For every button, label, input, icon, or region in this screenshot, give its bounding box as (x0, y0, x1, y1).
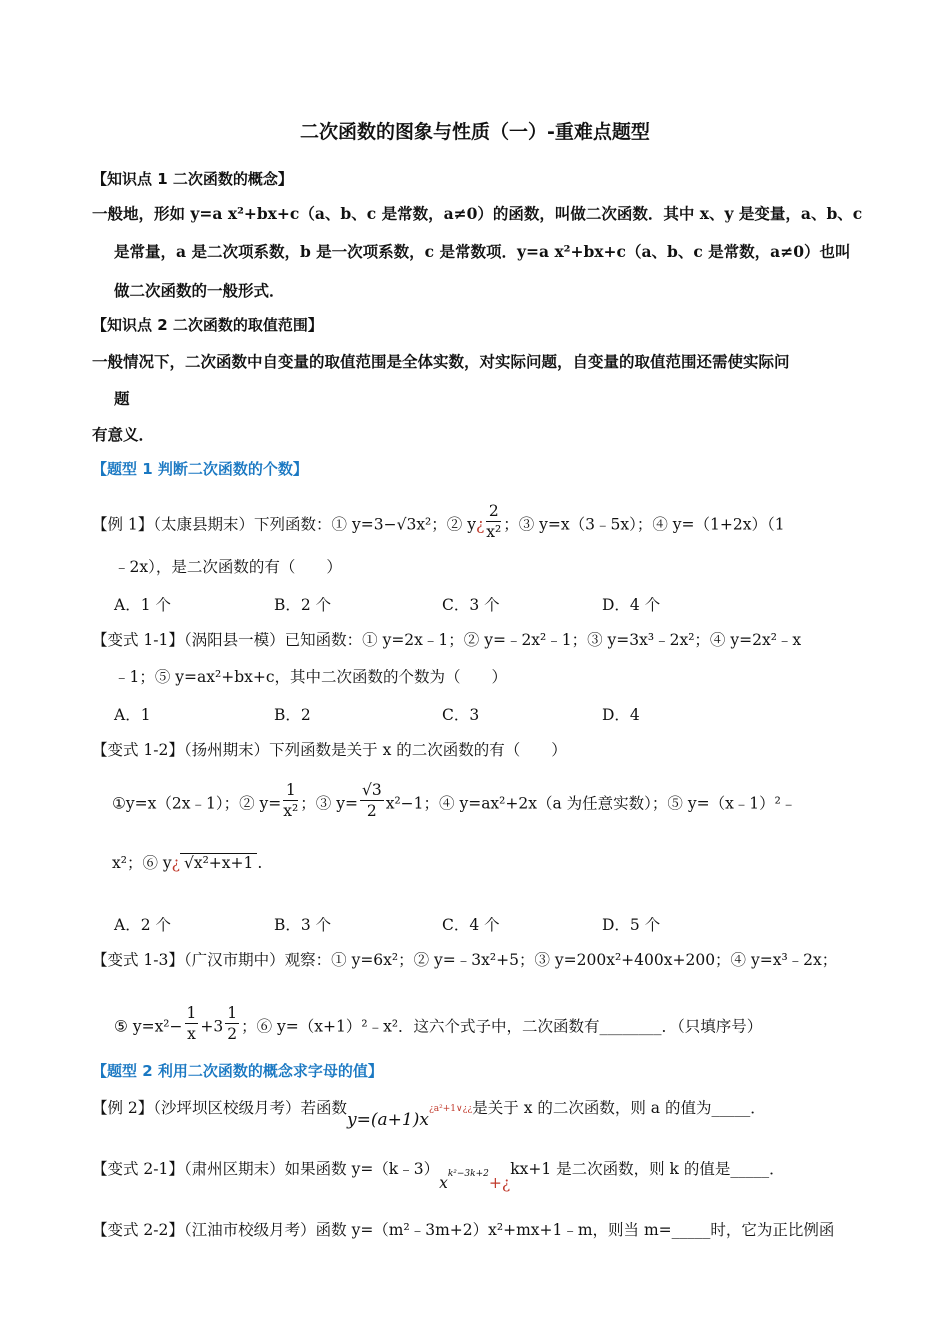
ex1-line2: ﹣2x），是二次函数的有（ ） (114, 558, 342, 576)
kp1-heading: 【知识点 1 二次函数的概念】 (92, 170, 293, 188)
kp2-line1: 一般情况下，二次函数中自变量的取值范围是全体实数，对实际问题，自变量的取值范围还需使实际问 (92, 352, 790, 371)
v12-option-d[interactable]: D．5 个 (602, 916, 661, 934)
kp2-line3: 有意义． (92, 425, 155, 444)
v11-option-d[interactable]: D．4 (602, 706, 640, 724)
v12-fraction-2: $\frac{√3}{2}$ (361, 781, 382, 820)
v12-radical: √x²+x+1 (180, 853, 257, 872)
v11-line2: ﹣1；⑤ y=ax²+bx+c，其中二次函数的个数为（ ） (114, 668, 508, 686)
ex2-formula: y=(a+1)x (347, 1110, 429, 1130)
v12-line3: x²；⑥ y¿ √x²+x+1 . (112, 854, 263, 872)
ex1-mark: ¿ (475, 515, 485, 534)
ex1-text-a: 【例 1】（太康县期末）下列函数：① y=3− (92, 515, 397, 534)
v12-line1: 【变式 1-2】（扬州期末）下列函数是关于 x 的二次函数的有（ ） (92, 741, 567, 759)
v12-option-a[interactable]: A．2 个 (114, 916, 171, 934)
v22-line: 【变式 2-2】（江油市校级月考）函数 y=（m²﹣3m+2）x²+mx+1﹣m，则当 m=_____时，它为正比例函 (92, 1221, 835, 1239)
ex1-fraction: $\frac{2}{\text{x²}}$ (486, 502, 502, 541)
ex1-line1 (92, 502, 860, 546)
v12-mark: ¿ (171, 854, 180, 872)
ex2-exponent: ¿a²+1∨¿¿ (428, 1104, 473, 1114)
ex1-option-d[interactable]: D．4 个 (602, 596, 661, 614)
v12-option-c[interactable]: C．4 个 (442, 916, 500, 934)
v12-option-b[interactable]: B．3 个 (274, 916, 332, 934)
v13-fraction-1: $\frac{1}{x}$ (186, 1004, 197, 1043)
v13-line2: ⑤ y=x²− $\frac{1}{x}$ +3 $\frac{1}{2}$ ；⑥ y=（x+1）²﹣x²．这六个式子中，二次函数有________．（只填序号） (114, 1004, 763, 1043)
v21-line: 【变式 2-1】（肃州区期末）如果函数 y=（k﹣3）xk²−3k+2+¿kx+1 是二次函数，则 k 的值是_____． (92, 1160, 785, 1192)
v11-option-b[interactable]: B．2 (274, 706, 311, 724)
v11-option-c[interactable]: C．3 (442, 706, 480, 724)
ex1-option-b[interactable]: B．2 个 (274, 596, 332, 614)
kp2-line2: 题 (114, 389, 130, 408)
ex1-option-a[interactable]: A．1 个 (114, 596, 171, 614)
kp2-heading: 【知识点 2 二次函数的取值范围】 (92, 316, 323, 334)
ex2-line: 【例 2】（沙坪坝区校级月考）若函数y=(a+1)x¿a²+1∨¿¿是关于 x 的二次函数，则 a 的值为_____． (92, 1099, 766, 1130)
v21-mark: +¿ (488, 1174, 511, 1192)
v11-option-a[interactable]: A．1 (114, 706, 151, 724)
ex1-option-c[interactable]: C．3 个 (442, 596, 500, 614)
v12-fraction-1: $\frac{1}{\text{x²}}$ (283, 781, 299, 820)
kp1-line2: 是常量，a 是二次项系数，b 是一次项系数，c 是常数项．y=a x²+bx+c（a、b、c 是常数，a≠0）也叫 (114, 242, 851, 261)
v21-exponent: k²−3k+2 (447, 1169, 489, 1179)
v13-line1: 【变式 1-3】（广汉市期中）观察：① y=6x²；② y=﹣3x²+5；③ y=200x²+400x+200；④ y=x³﹣2x； (92, 951, 838, 969)
kp1-line1: 一般地，形如 y=a x²+bx+c（a、b、c 是常数，a≠0）的函数，叫做二次函数．其中 x、y 是变量，a、b、c (92, 204, 863, 223)
type1-heading: 【题型 1 判断二次函数的个数】 (92, 460, 308, 478)
ex1-text-c: ；③ y=x（3﹣5x）；④ y=（1+2x）（1 (503, 515, 785, 534)
type2-heading: 【题型 2 利用二次函数的概念求字母的值】 (92, 1062, 383, 1080)
v11-line1: 【变式 1-1】（涡阳县一模）已知函数：① y=2x﹣1；② y=﹣2x²﹣1；③ y=3x³﹣2x²；④ y=2x²﹣x (92, 631, 802, 649)
v13-fraction-2: $\frac{1}{2}$ (227, 1004, 238, 1043)
v12-line2: ①y=x（2x﹣1）；② y= $\frac{1}{\text{x²}}$ ；③ y= $\frac{√3}{2}$ x²−1；④ y=ax²+2x（a 为任意实数）；⑤ y=（x﹣1）²﹣ (112, 781, 797, 820)
ex1-sqrt: √3 (396, 515, 417, 534)
v21-x: x (439, 1174, 448, 1192)
kp1-line3: 做二次函数的一般形式． (114, 281, 285, 300)
page-title: 二次函数的图象与性质（一）-重难点题型 (300, 121, 650, 143)
ex1-text-b: x²；② y (416, 515, 476, 534)
